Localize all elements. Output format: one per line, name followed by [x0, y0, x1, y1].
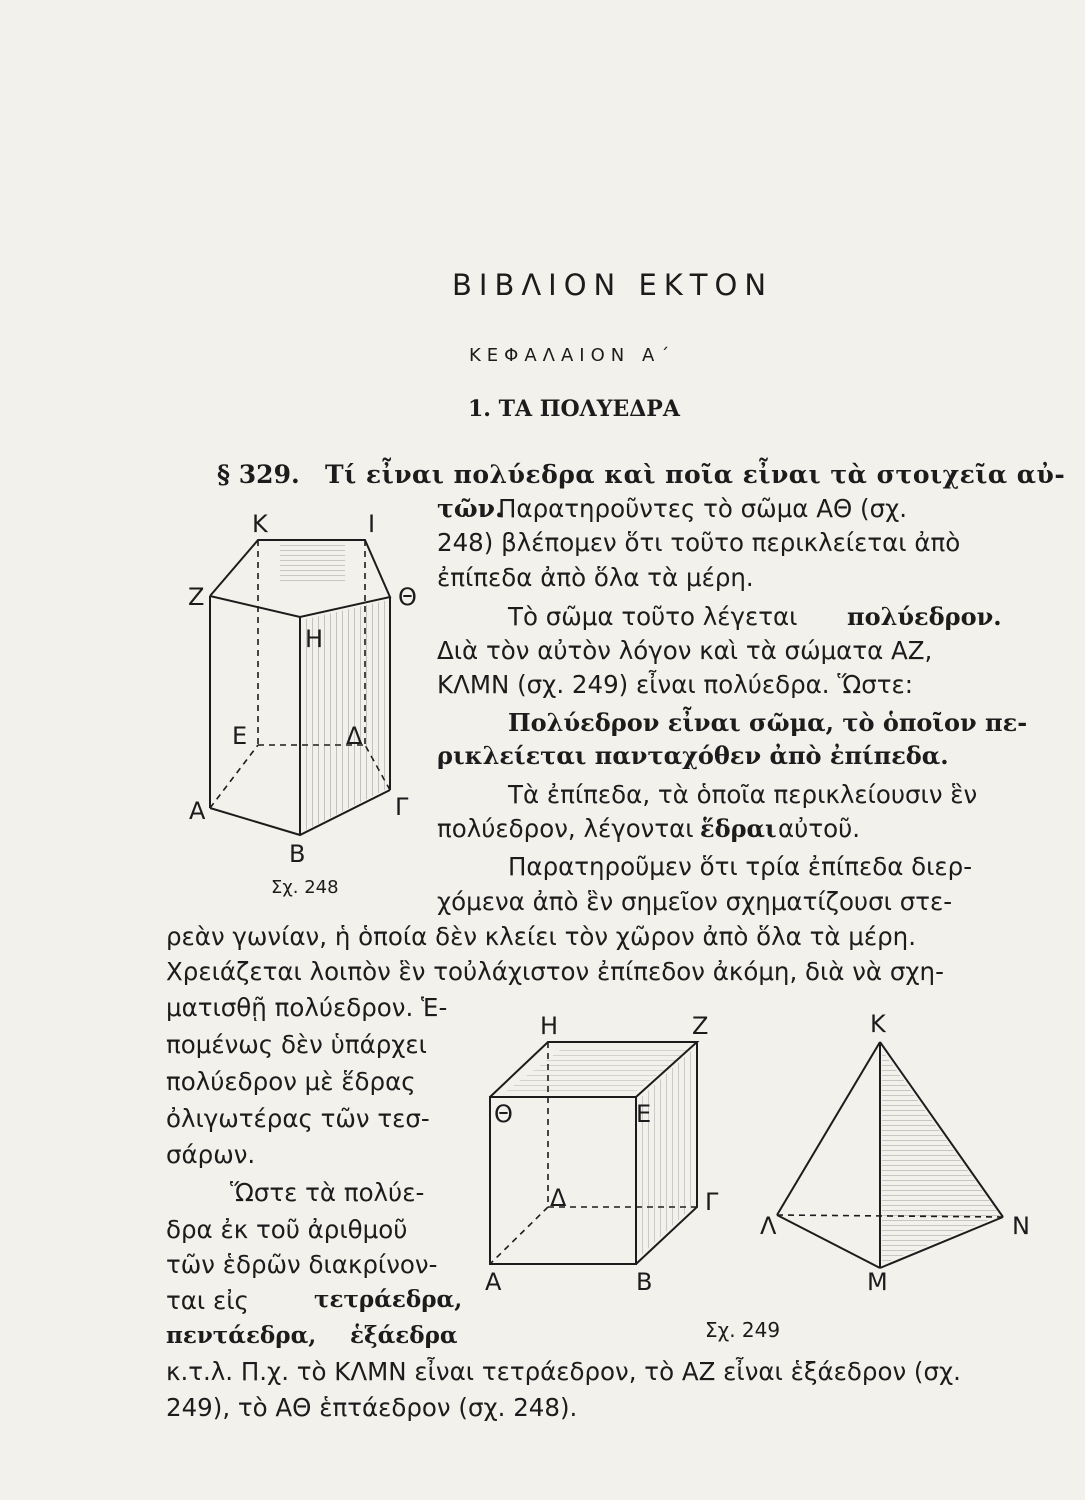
figure-248-prism [210, 540, 390, 835]
figure-249-cube [490, 1042, 697, 1264]
section-title: 1. ΤΑ ΠΟΛΥΕΔΡΑ [468, 396, 680, 422]
fig248-label-G: Γ [395, 793, 409, 821]
text-line: δρα ἐκ τοῦ ἀριθμοῦ [166, 1215, 408, 1244]
fig248-label-I: Ι [368, 510, 376, 538]
figure-249-tetrahedron [777, 1042, 1003, 1268]
definition-line: ρικλείεται πανταχόθεν ἀπὸ ἐπίπεδα. [437, 741, 949, 770]
fig249-cube-label-B: Β [636, 1268, 653, 1296]
paragraph-number: § 329. [217, 460, 300, 489]
paragraph-heading-end: τῶν. [437, 494, 504, 523]
fig249-cube-label-H: Η [540, 1012, 559, 1040]
term-hexahedra: ἑξάεδρα [350, 1322, 458, 1349]
text-line: ματισθῇ πολύεδρον. Ἑ- [166, 993, 448, 1022]
fig248-label-A: Α [189, 797, 206, 825]
text-line: σάρων. [166, 1140, 256, 1169]
text-line: ται εἰς [166, 1286, 249, 1315]
text-line: κ.τ.λ. Π.χ. τὸ ΚΛΜΝ εἶναι τετράεδρον, τὸ ΑΖ εἶναι ἑξάεδρον (σχ. [166, 1357, 961, 1386]
text-line: Χρειάζεται λοιπὸν ἓν τοὐλάχιστον ἐπίπεδον ἀκόμη, διὰ νὰ σχη- [166, 957, 944, 986]
fig249-cube-label-Z: Ζ [692, 1012, 709, 1040]
fig249-tetra-label-N: Ν [1012, 1212, 1030, 1240]
paragraph-heading: Τί εἶναι πολύεδρα καὶ ποῖα εἶναι τὰ στοιχεῖα αὐ- [325, 460, 1066, 489]
fig249-cube-label-E: Ε [636, 1100, 652, 1128]
fig249-cube-label-G: Γ [705, 1188, 719, 1216]
text-line: Τὸ σῶμα τοῦτο λέγεται [508, 602, 798, 631]
fig248-label-B: Β [289, 840, 306, 868]
text-line: 248) βλέπομεν ὅτι τοῦτο περικλείεται ἀπὸ [437, 528, 961, 557]
term-faces: ἕδραι [700, 814, 777, 843]
text-line: ὀλιγωτέρας τῶν τεσ- [166, 1104, 430, 1133]
fig249-tetra-label-M: Μ [867, 1268, 888, 1296]
text-line: Παρατηροῦμεν ὅτι τρία ἐπίπεδα διερ- [508, 852, 973, 881]
text-line: Διὰ τὸν αὐτὸν λόγον καὶ τὰ σώματα ΑΖ, [437, 636, 933, 665]
text-line: Ὥστε τὰ πολύε- [230, 1178, 425, 1207]
text-line: Τὰ ἐπίπεδα, τὰ ὁποῖα περικλείουσιν ἓν [508, 780, 978, 809]
fig248-label-Z: Ζ [188, 583, 205, 611]
text-line: χόμενα ἀπὸ ἓν σημεῖον σχηματίζουσι στε- [437, 887, 953, 916]
fig248-label-Th: Θ [398, 583, 417, 611]
book-title: ΒΙΒΛΙΟΝ ΕΚΤΟΝ [452, 268, 774, 302]
fig248-label-H: Η [305, 625, 324, 653]
text-line: πολύεδρον, λέγονται [437, 814, 694, 843]
figure-249-caption: Σχ. 249 [705, 1318, 781, 1342]
text-line: Παρατηροῦντες τὸ σῶμα ΑΘ (σχ. [498, 494, 908, 523]
definition-line: Πολύεδρον εἶναι σῶμα, τὸ ὁποῖον πε- [508, 708, 1028, 737]
fig249-tetra-label-L: Λ [760, 1212, 777, 1240]
fig248-label-K: Κ [252, 510, 268, 538]
text-line: πολύεδρον μὲ ἕδρας [166, 1067, 416, 1096]
text-line: ΚΛΜΝ (σχ. 249) εἶναι πολύεδρα. Ὥστε: [437, 670, 913, 699]
term-tetrahedra: τετράεδρα, [314, 1286, 463, 1313]
fig249-cube-label-D: Δ [550, 1184, 567, 1212]
fig249-cube-label-A: Α [485, 1268, 502, 1296]
term-pentahedra: πεντάεδρα, [166, 1322, 317, 1349]
chapter-title: ΚΕΦΑΛΑΙΟΝ Α΄ [469, 345, 676, 366]
fig248-label-E: Ε [232, 722, 248, 750]
text-line: αὐτοῦ. [778, 814, 861, 843]
text-line: τῶν ἑδρῶν διακρίνον- [166, 1250, 438, 1279]
fig249-tetra-label-K: Κ [870, 1010, 886, 1038]
fig248-label-D: Δ [346, 722, 363, 750]
text-line: πομένως δὲν ὑπάρχει [166, 1030, 427, 1059]
figure-248-caption: Σχ. 248 [271, 877, 339, 898]
text-line: ρεὰν γωνίαν, ἡ ὁποία δὲν κλείει τὸν χῶρον ἀπὸ ὅλα τὰ μέρη. [166, 922, 916, 951]
text-line: ἐπίπεδα ἀπὸ ὅλα τὰ μέρη. [437, 563, 754, 592]
text-line: 249), τὸ ΑΘ ἑπτάεδρον (σχ. 248). [166, 1393, 578, 1422]
fig249-cube-label-Th: Θ [494, 1100, 513, 1128]
term-polyhedron: πολύεδρον. [847, 602, 1002, 631]
